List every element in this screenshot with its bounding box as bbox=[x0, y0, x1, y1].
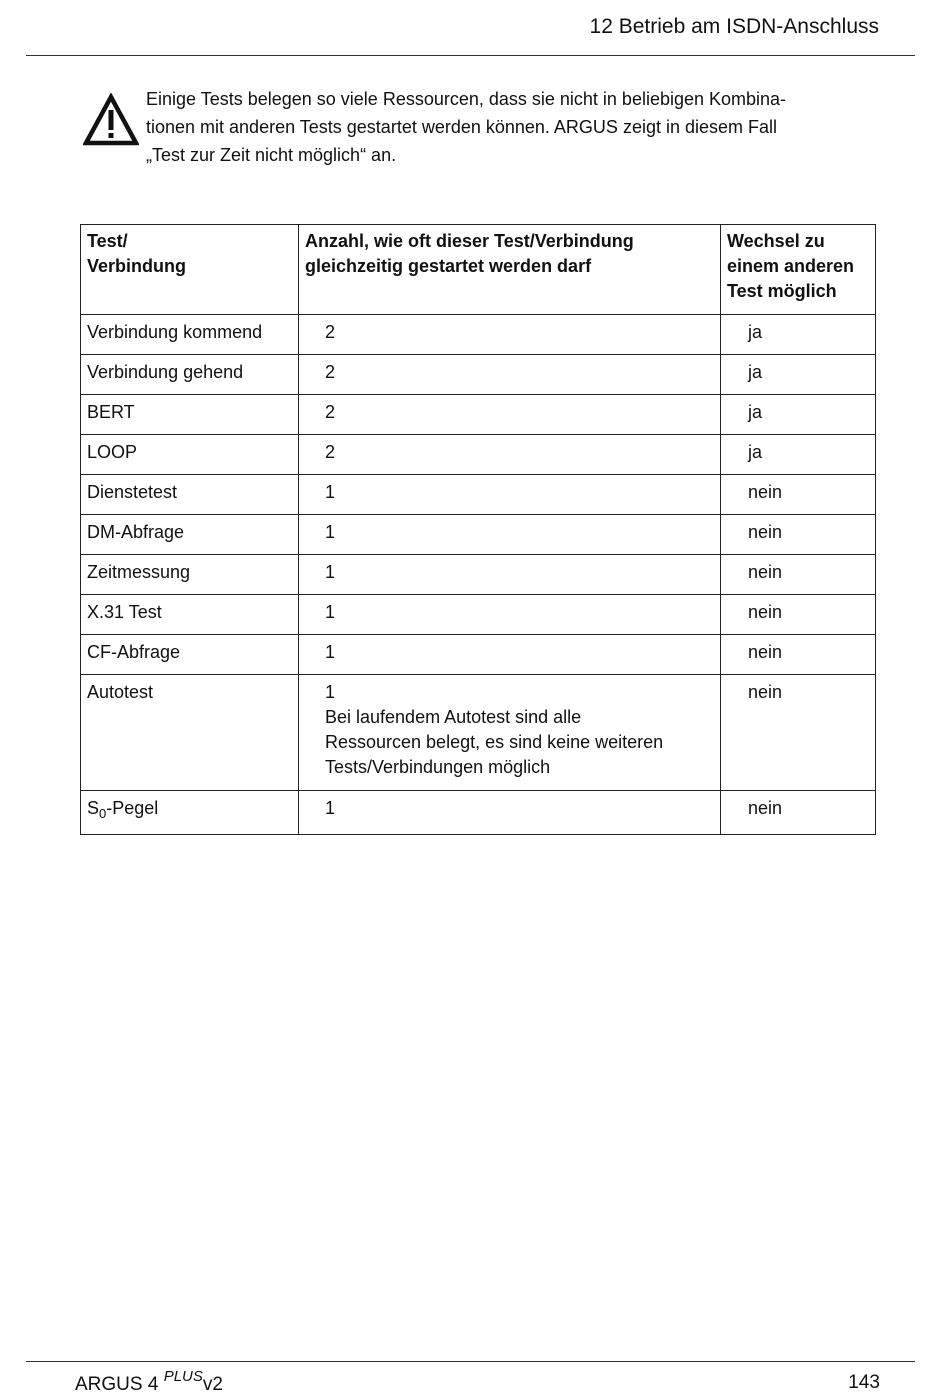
cell-switch: nein bbox=[721, 635, 876, 675]
cell-test: CF-Abfrage bbox=[81, 635, 299, 675]
cell-count: 1 bbox=[299, 555, 721, 595]
table-row bbox=[81, 595, 876, 635]
cell-test: LOOP bbox=[81, 435, 299, 475]
autotest-note-line: Tests/Verbindungen möglich bbox=[325, 757, 551, 777]
header-switch-possible: Wechsel zu einem anderen Test möglich bbox=[721, 225, 876, 315]
page-number: 143 bbox=[848, 1372, 880, 1393]
autotest-note-line: Ressourcen belegt, es sind keine weiteren bbox=[325, 732, 664, 752]
cell-count: 1 bbox=[299, 791, 721, 835]
cell-switch: nein bbox=[721, 791, 876, 835]
table-row bbox=[81, 635, 876, 675]
footer-divider bbox=[26, 1361, 915, 1362]
table-row bbox=[81, 355, 876, 395]
cell-test: Autotest bbox=[81, 675, 299, 791]
cell-test: Zeitmessung bbox=[81, 555, 299, 595]
page-header-title: 12 Betrieb am ISDN-Anschluss bbox=[589, 15, 879, 38]
warning-line: „Test zur Zeit nicht möglich“ an. bbox=[146, 145, 397, 165]
warning-line: Einige Tests belegen so viele Ressourcen, dass sie nicht in beliebigen Kombina- bbox=[146, 89, 787, 109]
cell-count: 2 bbox=[299, 355, 721, 395]
table-row bbox=[81, 395, 876, 435]
cell-switch: nein bbox=[721, 555, 876, 595]
table-row bbox=[81, 555, 876, 595]
cell-count: 2 bbox=[299, 395, 721, 435]
cell-switch: ja bbox=[721, 395, 876, 435]
cell-count bbox=[299, 675, 721, 791]
table-row bbox=[81, 675, 876, 791]
cell-switch: ja bbox=[721, 435, 876, 475]
cell-count: 1 bbox=[299, 635, 721, 675]
cell-test: X.31 Test bbox=[81, 595, 299, 635]
test-name-subscript: 0 bbox=[99, 806, 107, 821]
test-name-main: S bbox=[87, 798, 100, 818]
autotest-note-line: Bei laufendem Autotest sind alle bbox=[325, 707, 582, 727]
cell-count: 1 bbox=[299, 515, 721, 555]
warning-line: tionen mit anderen Tests gestartet werden können. ARGUS zeigt in diesem Fall bbox=[146, 117, 778, 137]
table-row bbox=[81, 515, 876, 555]
product-superscript: PLUS bbox=[163, 1368, 203, 1385]
header-test-connection: Test/ Verbindung bbox=[81, 225, 299, 315]
cell-switch: nein bbox=[721, 515, 876, 555]
cell-test: BERT bbox=[81, 395, 299, 435]
cell-count: 2 bbox=[299, 315, 721, 355]
table-row bbox=[81, 475, 876, 515]
warning-notice bbox=[146, 85, 876, 169]
cell-count: 1 bbox=[299, 475, 721, 515]
cell-test: Dienstetest bbox=[81, 475, 299, 515]
table-row bbox=[81, 315, 876, 355]
table-row bbox=[81, 435, 876, 475]
cell-count: 1 bbox=[299, 595, 721, 635]
cell-switch: nein bbox=[721, 595, 876, 635]
cell-test: Verbindung gehend bbox=[81, 355, 299, 395]
test-name-rest: -Pegel bbox=[106, 798, 159, 818]
cell-count: 2 bbox=[299, 435, 721, 475]
table-row bbox=[81, 791, 876, 835]
cell-switch: ja bbox=[721, 315, 876, 355]
cell-test bbox=[81, 791, 299, 835]
header-simultaneous-count: Anzahl, wie oft dieser Test/Verbindung gleichzeitig gestartet werden darf bbox=[299, 225, 721, 315]
test-combination-table bbox=[80, 224, 876, 835]
cell-switch: nein bbox=[721, 475, 876, 515]
cell-test: DM-Abfrage bbox=[81, 515, 299, 555]
warning-triangle-icon bbox=[83, 93, 139, 147]
header-divider bbox=[26, 55, 915, 56]
cell-switch: nein bbox=[721, 675, 876, 791]
footer-product-name: ARGUS 4 $^{PLUS}$v2 bbox=[75, 1368, 223, 1395]
table-header-row bbox=[81, 225, 876, 315]
count-value: 1 bbox=[325, 682, 336, 702]
cell-switch: ja bbox=[721, 355, 876, 395]
cell-test: Verbindung kommend bbox=[81, 315, 299, 355]
